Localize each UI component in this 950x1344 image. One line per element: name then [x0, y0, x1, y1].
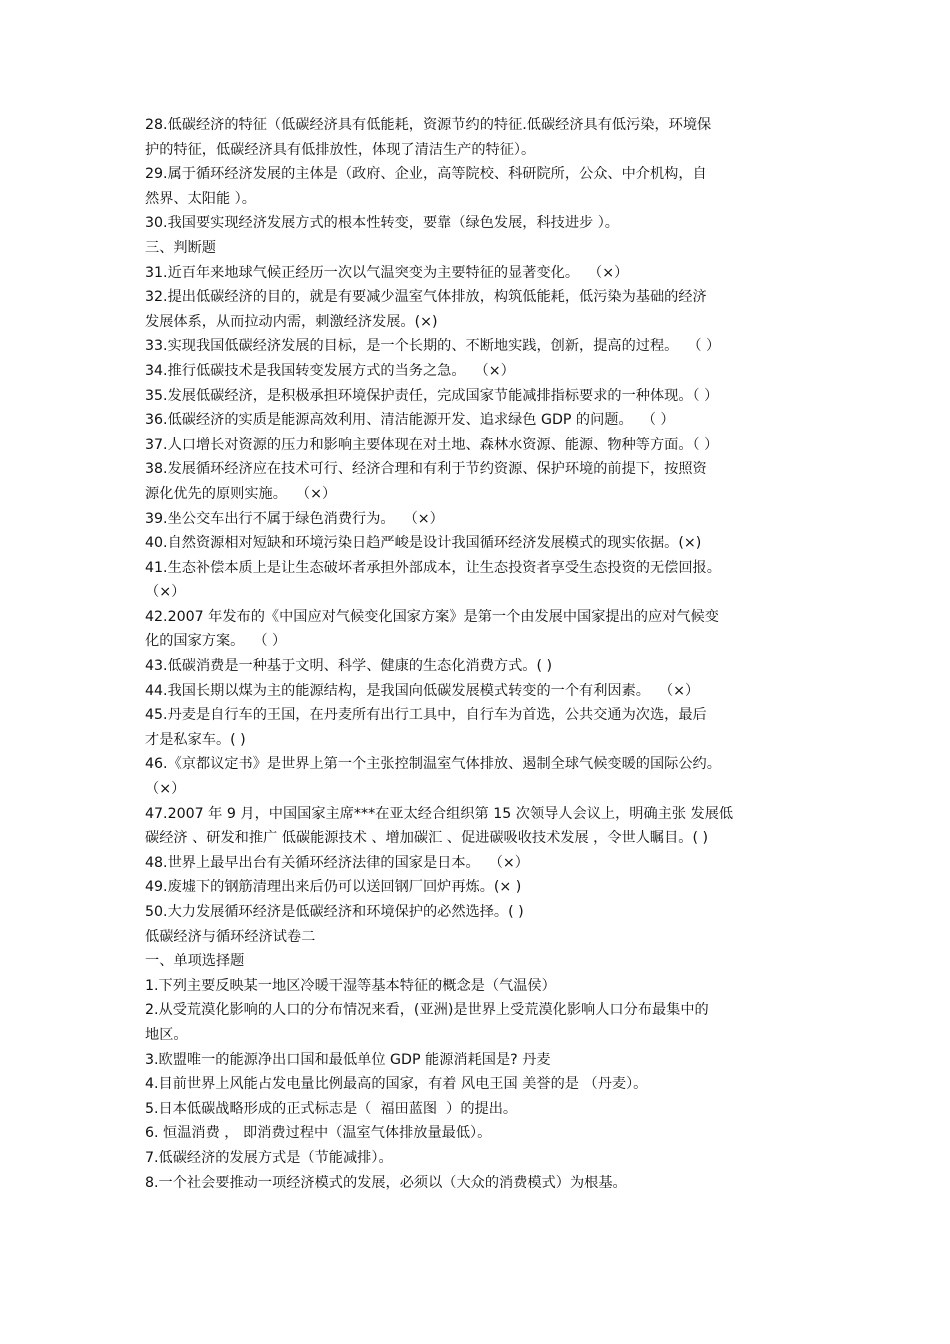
text-line: 4.目前世界上风能占发电量比例最高的国家，有着 风电王国 美誉的是 （丹麦）。 [145, 1076, 648, 1093]
section-heading: 一、单项选择题 [145, 953, 245, 970]
text-line: （×） [145, 781, 186, 798]
text-line: 33.实现我国低碳经济发展的目标，是一个长期的、不断地实践，创新，提高的过程。 （ ） [145, 338, 721, 355]
text-line: 45.丹麦是自行车的王国，在丹麦所有出行工具中，自行车为首选，公共交通为次选，最后 [145, 707, 707, 724]
text-line: 34.推行低碳技术是我国转变发展方式的当务之急。 （×） [145, 362, 515, 379]
text-line: 1.下列主要反映某一地区冷暖干湿等基本特征的概念是（气温侯） [145, 977, 556, 994]
text-line: 7.低碳经济的发展方式是（节能减排）。 [145, 1149, 393, 1166]
text-line: 32.提出低碳经济的目的，就是有要减少温室气体排放，构筑低能耗，低污染为基础的经济 [145, 289, 707, 306]
document-page [145, 113, 810, 1195]
text-line: 源化优先的原则实施。 （×） [145, 485, 337, 502]
text-line: 2.从受荒漠化影响的人口的分布情况来看，(亚洲)是世界上受荒漠化影响人口分布最集中的 [145, 1002, 709, 1019]
text-line: 43.低碳消费是一种基于文明、科学、健康的生态化消费方式。( ) [145, 658, 553, 675]
text-line: 30.我国要实现经济发展方式的根本性转变，要靠（绿色发展，科技进步 ）。 [145, 215, 619, 232]
text-line: 35.发展低碳经济，是积极承担环境保护责任，完成国家节能减排指标要求的一种体现。（ ） [145, 387, 719, 404]
text-line: 29.属于循环经济发展的主体是（政府、企业，高等院校、科研院所，公众、中介机构，自 [145, 166, 707, 183]
text-line: （×） [145, 584, 186, 601]
text-line: 才是私家车。( ) [145, 731, 246, 748]
text-line: 然界、太阳能 ）。 [145, 190, 256, 207]
text-line: 40.自然资源相对短缺和环境污染日趋严峻是设计我国循环经济发展模式的现实依据。(×) [145, 535, 702, 552]
text-line: 5.日本低碳战略形成的正式标志是（ 福田蓝图 ）的提出。 [145, 1100, 518, 1117]
text-line: 6. 恒温消费 ， 即消费过程中（温室气体排放量最低）。 [145, 1125, 492, 1142]
text-line: 发展体系，从而拉动内需，刺激经济发展。(×) [145, 313, 438, 330]
text-line: 护的特征，低碳经济具有低排放性，体现了清洁生产的特征）。 [145, 141, 536, 158]
text-line: 41.生态补偿本质上是让生态破坏者承担外部成本，让生态投资者享受生态投资的无偿回报。 [145, 559, 721, 576]
text-line: 31.近百年来地球气候正经历一次以气温突变为主要特征的显著变化。 （×） [145, 264, 629, 281]
text-line: 42.2007 年发布的《中国应对气候变化国家方案》是第一个由发展中国家提出的应对气候变 [145, 608, 719, 625]
section-heading: 三、判断题 [145, 239, 216, 256]
text-line: 8.一个社会要推动一项经济模式的发展，必须以（大众的消费模式）为根基。 [145, 1174, 627, 1191]
text-line: 3.欧盟唯一的能源净出口国和最低单位 GDP 能源消耗国是? 丹麦 [145, 1051, 551, 1068]
text-line: 39.坐公交车出行不属于绿色消费行为。 （×） [145, 510, 444, 527]
section-heading: 低碳经济与循环经济试卷二 [145, 928, 316, 945]
text-line: 47.2007 年 9 月，中国国家主席***在亚太经合组织第 15 次领导人会议上，明确主张 发展低 [145, 805, 734, 822]
text-line: 46.《京都议定书》是世界上第一个主张控制温室气体排放、遏制全球气候变暖的国际公约。 [145, 756, 721, 773]
text-line: 48.世界上最早出台有关循环经济法律的国家是日本。 （×） [145, 854, 529, 871]
text-line: 碳经济 、研发和推广 低碳能源技术 、增加碳汇 、促进碳吸收技术发展 ，令世人瞩目。( ) [145, 830, 709, 847]
text-line: 37.人口增长对资源的压力和影响主要体现在对土地、森林水资源、能源、物种等方面。（ ） [145, 436, 719, 453]
text-line: 49.废墟下的钢筋清理出来后仍可以送回钢厂回炉再炼。(× ) [145, 879, 522, 896]
text-line: 50.大力发展循环经济是低碳经济和环境保护的必然选择。( ) [145, 904, 524, 920]
text-line: 44.我国长期以煤为主的能源结构，是我国向低碳发展模式转变的一个有利因素。 （×） [145, 682, 700, 699]
text-line: 化的国家方案。 （ ） [145, 633, 287, 650]
text-line: 地区。 [145, 1026, 188, 1043]
text-line: 36.低碳经济的实质是能源高效利用、清洁能源开发、追求绿色 GDP 的问题。 （ ） [145, 412, 675, 429]
text-line: 28.低碳经济的特征（低碳经济具有低能耗，资源节约的特征.低碳经济具有低污染，环境保 [145, 117, 712, 133]
text-line: 38.发展循环经济应在技术可行、经济合理和有利于节约资源、保护环境的前提下，按照资 [145, 461, 707, 478]
